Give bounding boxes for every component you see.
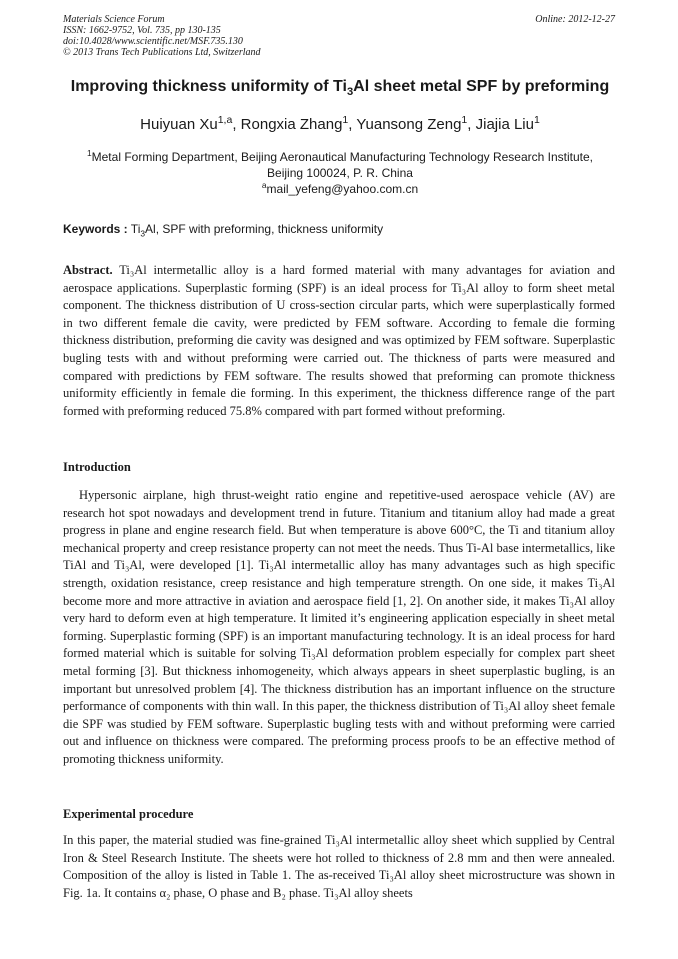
keywords-label: Keywords :: [63, 222, 128, 236]
keywords-text: Ti: [127, 222, 141, 236]
introduction-heading: Introduction: [63, 460, 131, 474]
keywords-text: Al, SPF with preforming, thickness uniformity: [145, 222, 384, 236]
author-name: Rongxia Zhang: [240, 116, 343, 133]
journal-header: [63, 14, 615, 58]
affil-mark: 1: [86, 148, 92, 158]
title-part-1: Improving thickness uniformity of Ti: [70, 78, 347, 95]
experimental-text: In this paper, the material studied was fine-grained Ti₃Al intermetallic alloy sheet which supplied by Central Iron & Steel Research Institute. The sheets were hot rolled to thickness of 2.8 mm and then were annealed. Composition of the alloy is listed in Table 1. The as-received Ti₃Al alloy sheet microstructure was shown in Fig. 1a. It contains α₂ phase, O phase and B₂ phase. Ti₃Al alloy sheets: [63, 833, 615, 900]
affiliation-line-2: Beijing 100024, P. R. China: [267, 166, 413, 180]
keywords-subscript: 3: [140, 228, 146, 239]
experimental-heading: Experimental procedure: [63, 807, 194, 821]
journal-name: Materials Science Forum: [63, 14, 165, 25]
keywords: [63, 221, 615, 237]
author-affil-mark: 1,a: [217, 114, 233, 126]
author-name: Yuansong Zeng: [356, 116, 462, 133]
doi-line: doi:10.4028/www.scientific.net/MSF.735.130: [63, 36, 243, 47]
author-sep: ,: [348, 116, 357, 133]
online-date: Online: 2012-12-27: [535, 14, 615, 25]
author-email: mail_yefeng@yahoo.com.cn: [266, 182, 419, 196]
author-name: Jiajia Liu: [475, 116, 534, 133]
affiliation-line-1: [40, 149, 640, 165]
abstract: [63, 262, 615, 420]
copyright-line: © 2013 Trans Tech Publications Ltd, Switzerland: [63, 47, 261, 58]
author: [241, 116, 357, 133]
author-sep: ,: [232, 116, 241, 133]
author: [140, 116, 241, 133]
author: [476, 116, 540, 133]
abstract-label: Abstract.: [63, 263, 113, 277]
author-list: [40, 116, 640, 134]
author-affil-mark: 1: [533, 114, 540, 126]
abstract-text: Ti₃Al intermetallic alloy is a hard formed material with many advantages for aviation and aerospace applications. Superplastic forming (SPF) is an ideal process for Ti₃Al alloy to form sheet metal component. The thickness distribution of U cross-section circular parts, which were superplastically formed in two different female die cavity, were predicted by FEM software. According to female die forming thickness distribution, preforming die cavity was designed and was optimized by FEM software. Superplastic bugling tests with and without preforming were carried out. The thickness of parts were measured and compared with predictions by FEM software. The results showed that preforming can promote thickness uniformity efficiently in female die forming. In this experiment, the thickness difference range of the part formed with preforming reduced 75.8% compared with part formed without preforming.: [63, 263, 615, 418]
email-mark: a: [261, 180, 267, 190]
title-part-2: Al sheet metal SPF by preforming: [353, 78, 610, 95]
author: [356, 116, 475, 133]
affiliation: [40, 149, 640, 197]
title-subscript: 3: [346, 86, 354, 99]
affiliation-text: Metal Forming Department, Beijing Aeronautical Manufacturing Technology Research Institute,: [91, 150, 594, 164]
author-affil-mark: 1: [461, 114, 468, 126]
email-line: [40, 181, 640, 197]
issn-line: ISSN: 1662-9752, Vol. 735, pp 130-135: [63, 25, 221, 36]
paper-title: [40, 77, 640, 97]
author-sep: ,: [467, 116, 476, 133]
introduction-text: Hypersonic airplane, high thrust-weight ratio engine and repetitive-used aerospace vehicle (AV) are research hot spot nowadays and development trend in future. Titanium and titanium alloy had made a great progress in plane and engine research field. But when temperature is above 600°C, the Ti and titanium alloy mechanical property and creep resistance property can not meet the needs. Thus Ti-Al base intermetallics, like TiAl and Ti₃Al, were developed [1]. Ti₃Al intermetallic alloy has many advantages such as high specific strength, oxidation resistance, creep resistance and high temperature strength. On one side, it makes Ti₃Al become more and more attractive in aviation and aerospace field [1, 2]. On another side, it makes Ti₃Al alloy very hard to deform even at high temperature. It limited it’s engineering application especially in sheet metal forming. Superplastic forming (SPF) is an important manufacturing technology. It is an ideal process for hard formed material which is suitable for solving Ti₃Al deformation problem especially for complex part sheet metal forming [3]. But thickness inhomogeneity, which always appears in sheet superplastic bugling, is an important but unresolved problem [4]. The thickness distribution has an important influence on the structure performance of components with thin wall. In this paper, the thickness distribution of Ti₃Al alloy sheet female die SPF was studied by FEM software. Superplastic bugling tests with and without preforming were carried out and influence on thickness were compared. The preforming process proofs to be an effective method of promoting thickness uniformity.: [63, 488, 615, 766]
author-name: Huiyuan Xu: [140, 116, 218, 133]
author-affil-mark: 1: [342, 114, 349, 126]
